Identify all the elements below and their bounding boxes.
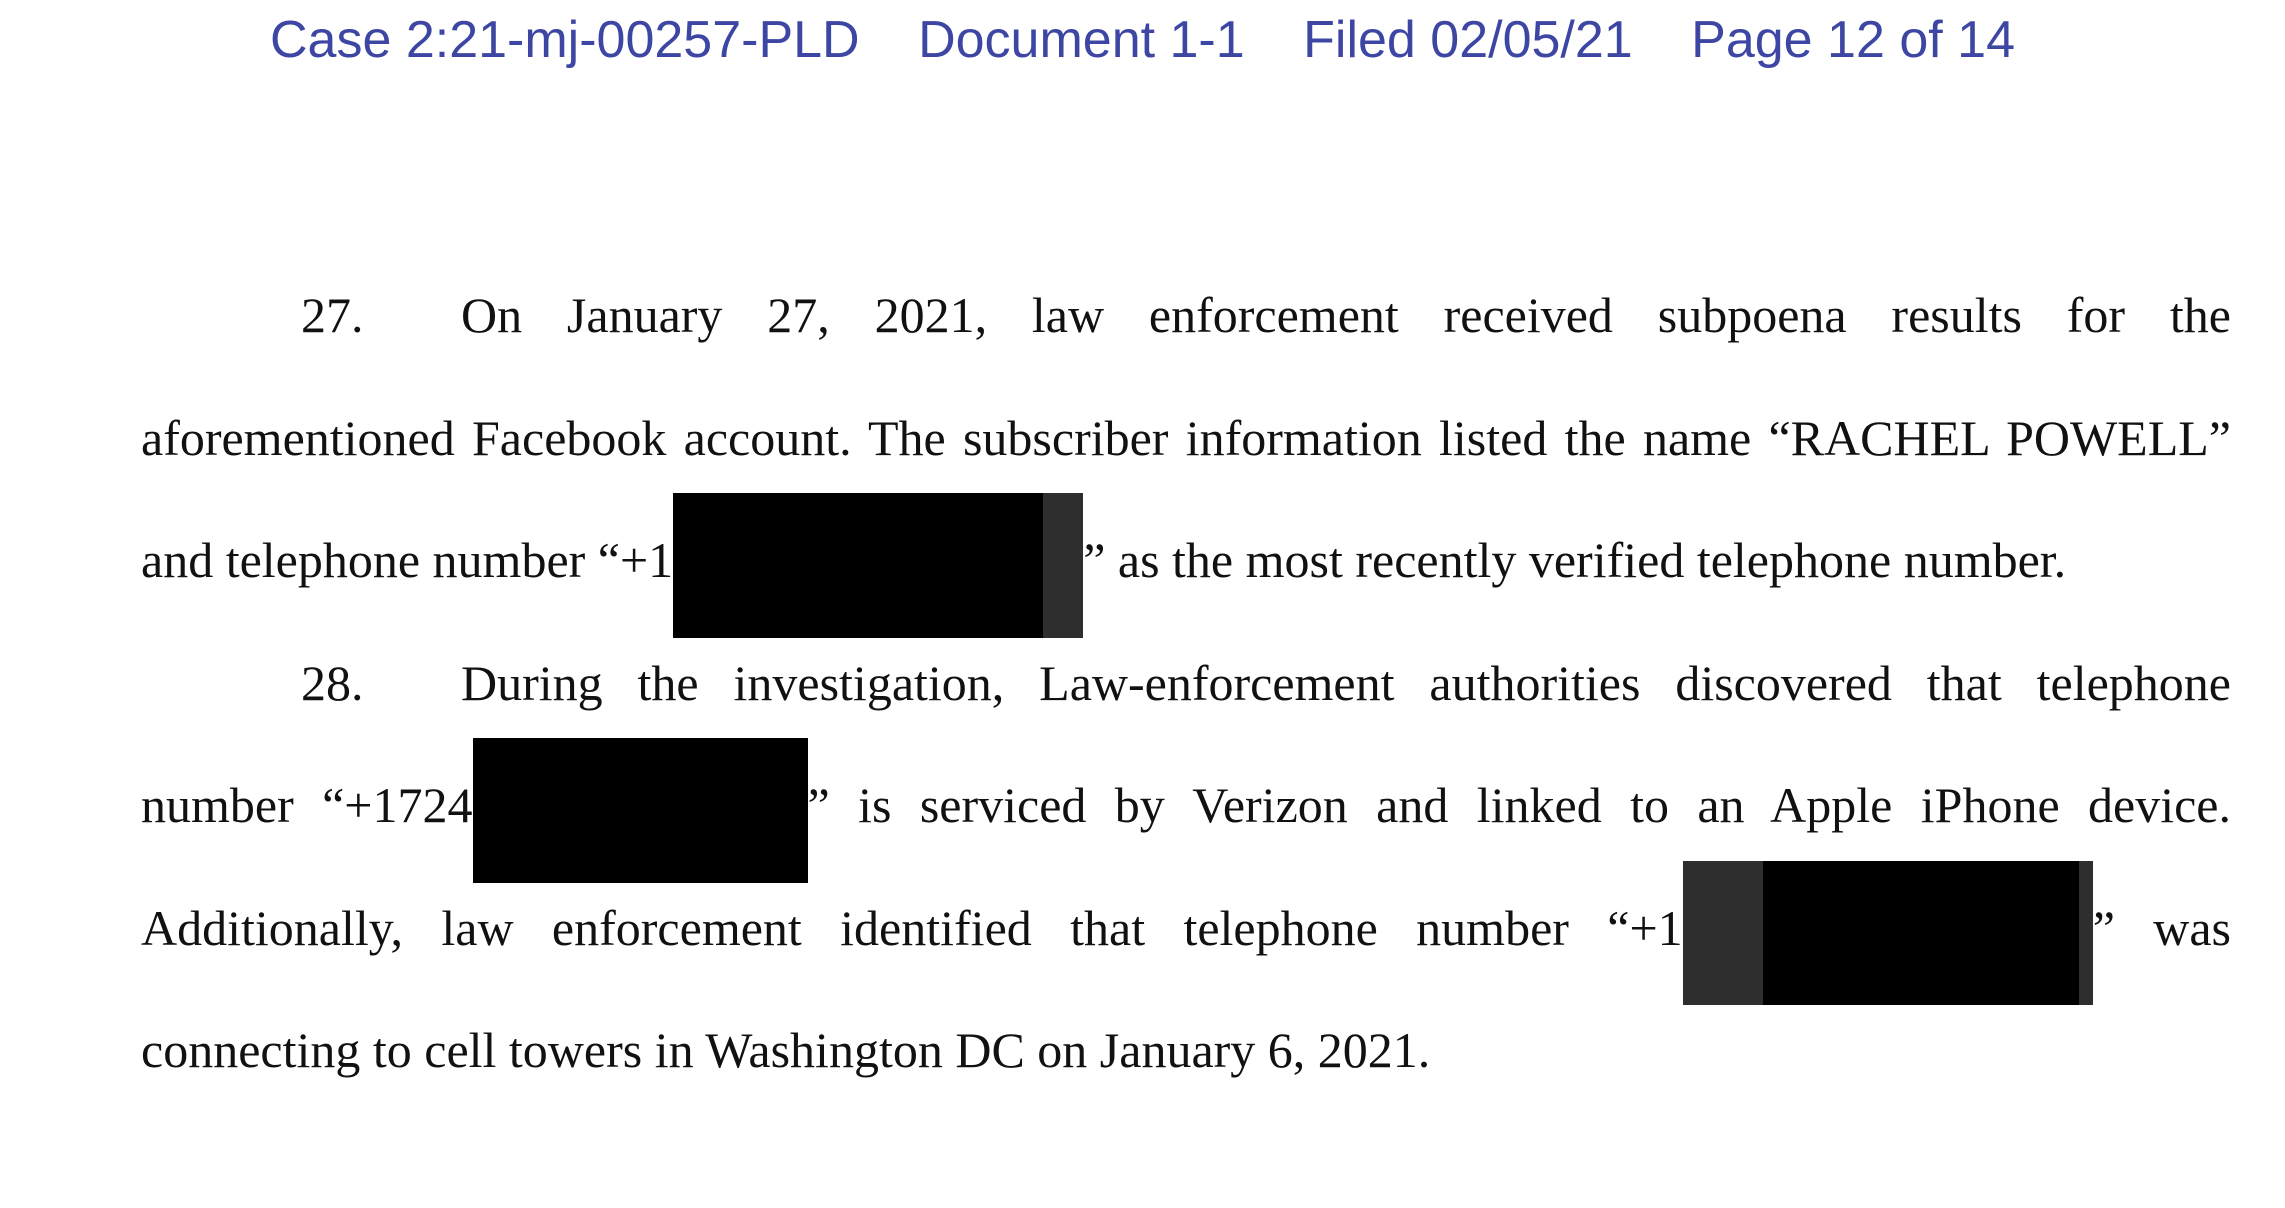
document-body: [141, 254, 2231, 1112]
paragraph-text: On January 27, 2021, law enforcement received subpoena results for the aforementioned Facebook account. The subscriber information listed the name “RACHEL POWELL” and telephone number “+1: [141, 287, 2231, 588]
paragraph-text: ” is serviced by Verizon and linked to an Apple iPhone device. Additionally, law enforcement identified that telephone number “+1: [141, 777, 2231, 956]
paragraph-text: During the investigation, Law-enforcement authorities discovered that telephone number “+1724: [141, 654, 2231, 833]
paragraph-28: [141, 622, 2231, 1112]
paragraph-text: ” was connecting to cell towers in Washington DC on January 6, 2021.: [141, 899, 2232, 1078]
paragraph-27: [141, 254, 2231, 622]
redacted-phone-number: [1683, 867, 2093, 990]
redacted-phone-number: [673, 499, 1083, 622]
paragraph-text: ” as the most recently verified telephone number.: [1083, 532, 2067, 588]
redacted-phone-number: [473, 744, 808, 867]
court-filing-header: [0, 10, 2285, 70]
page-number: Page 12 of 14: [1691, 11, 2015, 69]
case-number: Case 2:21-mj-00257-PLD: [269, 11, 860, 69]
filed-date: Filed 02/05/21: [1303, 11, 1633, 69]
paragraph-number: 27.: [301, 287, 364, 343]
paragraph-number: 28.: [301, 654, 364, 711]
document-number: Document 1-1: [918, 11, 1245, 69]
